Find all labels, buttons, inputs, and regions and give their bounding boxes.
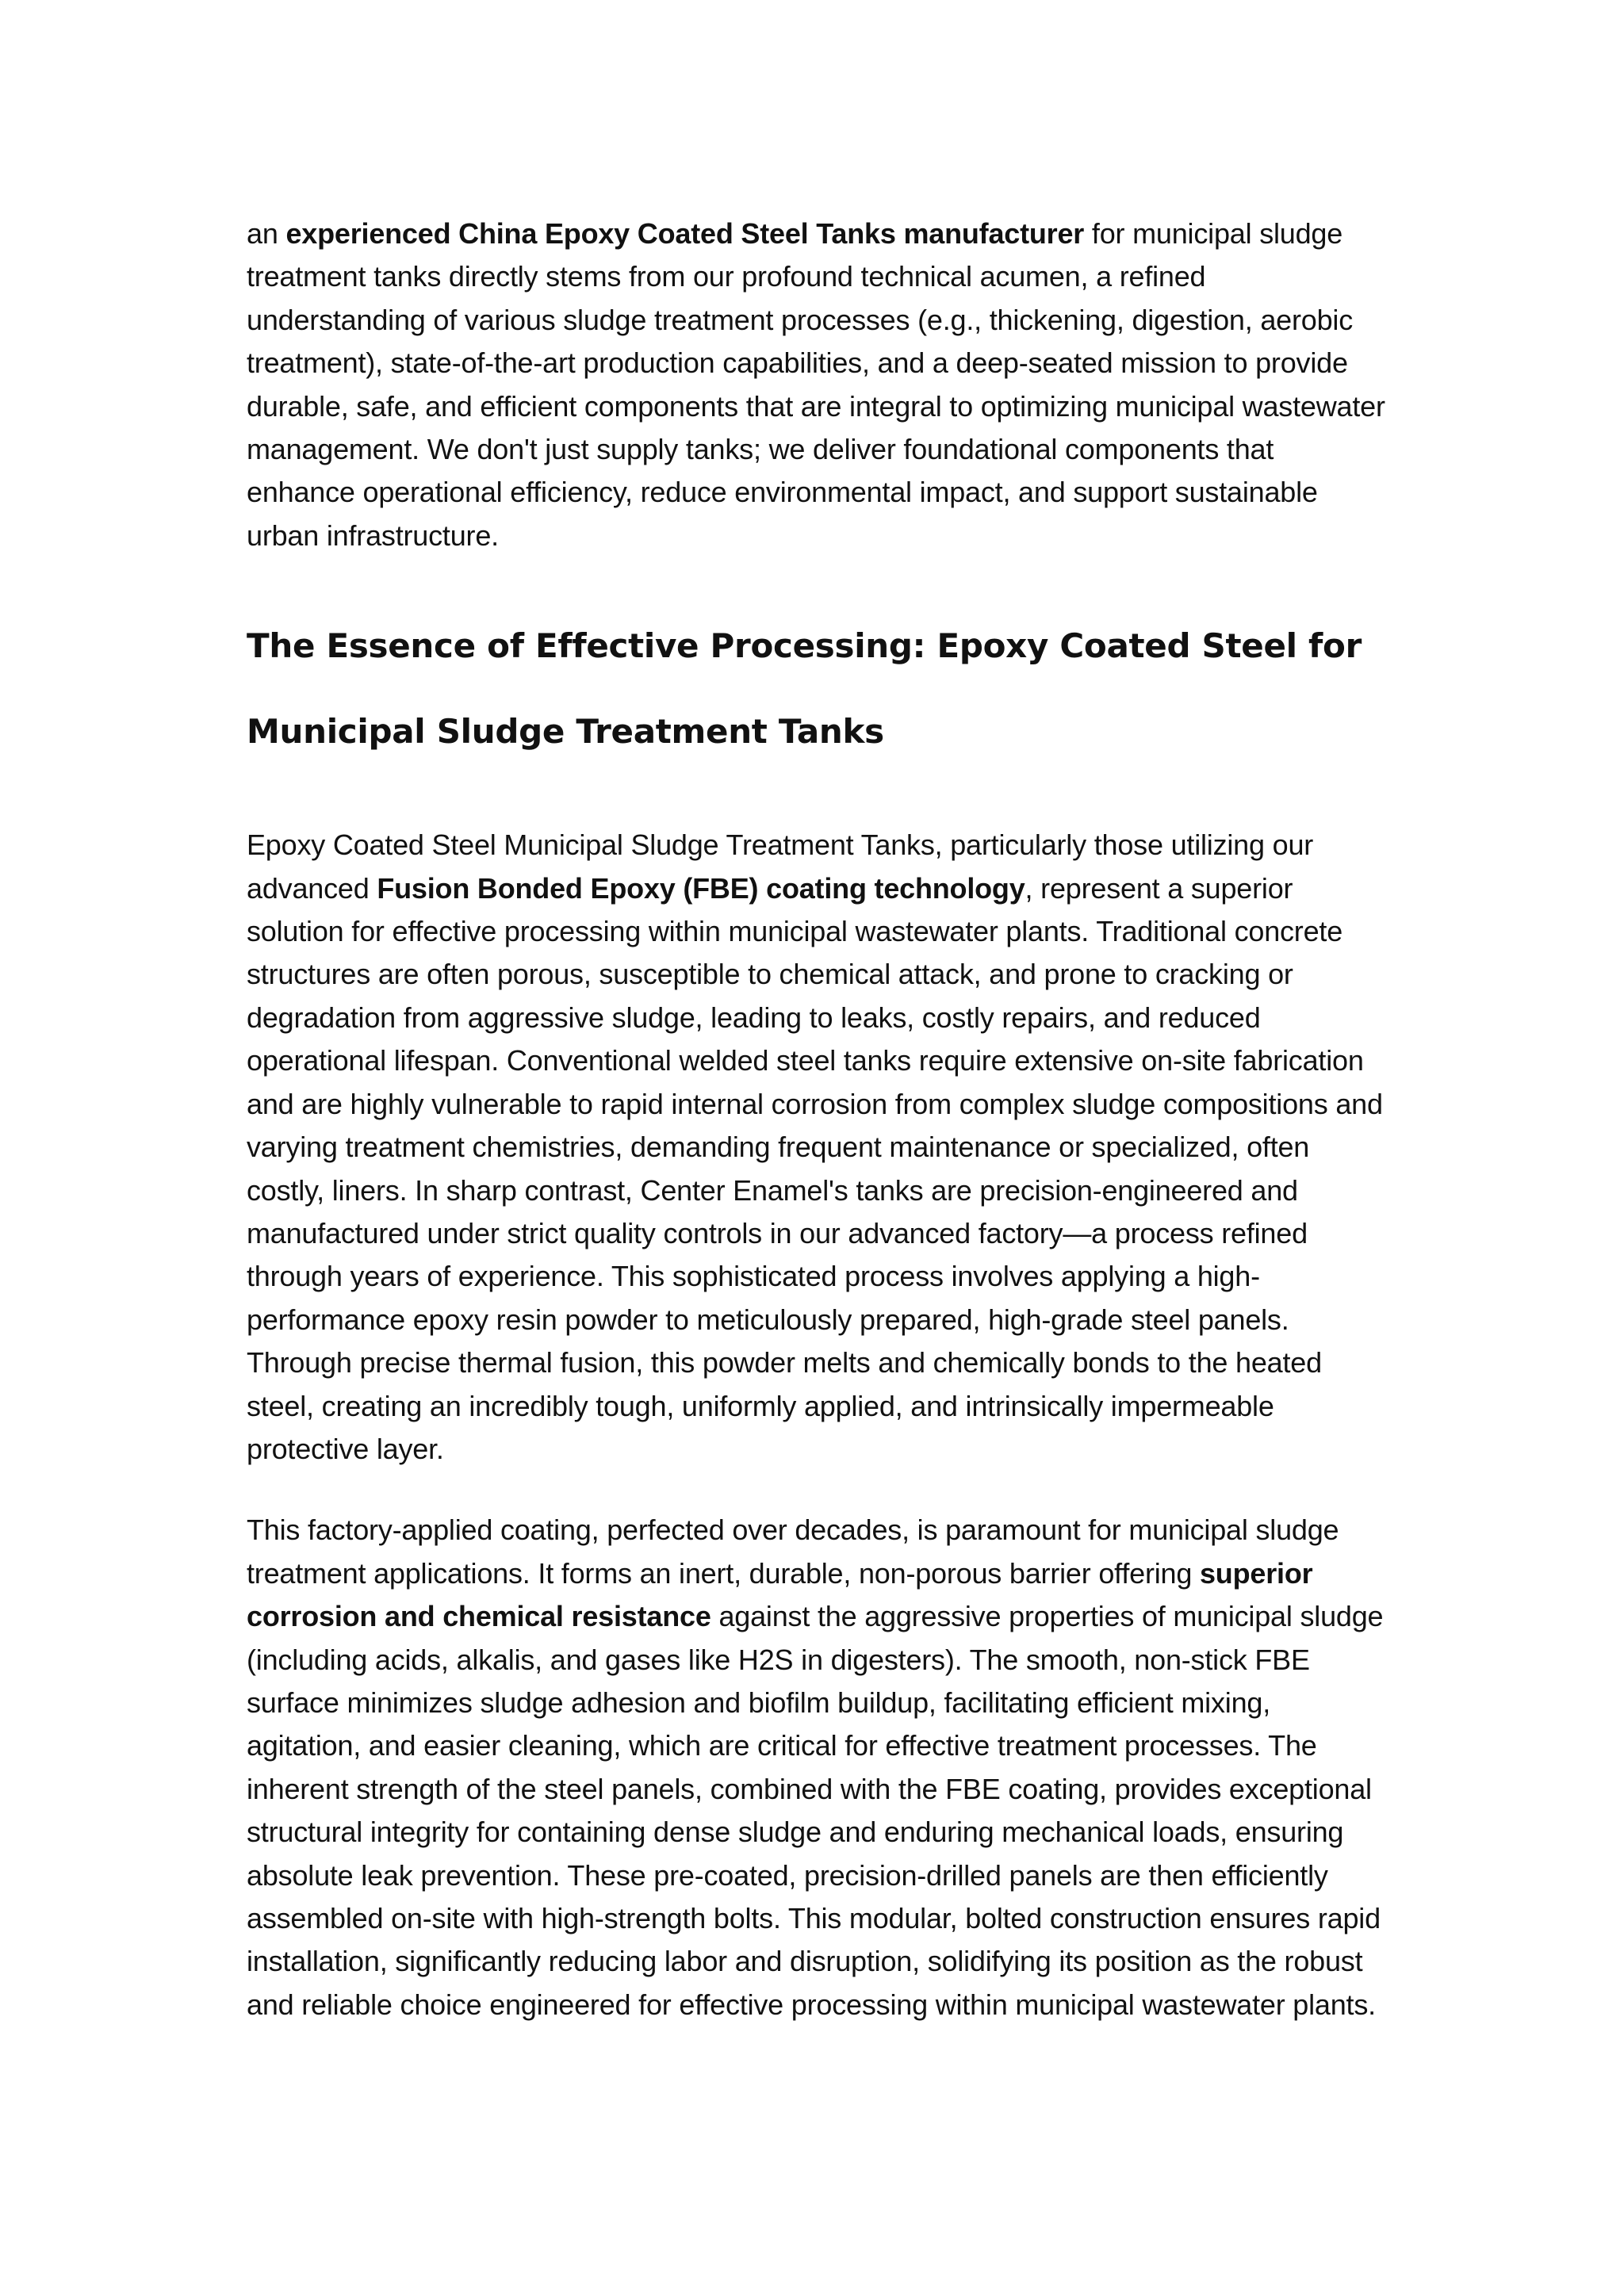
body-paragraph-coating-emphasis: superior corrosion and chemical resistance (247, 1556, 1313, 1633)
intro-paragraph-emphasis: experienced China Epoxy Coated Steel Tanks manufacturer (285, 217, 1085, 250)
body-paragraph-fbe-rest: , represent a superior solution for effective processing within municipal wastewater plants. Traditional concrete structures are often porous, susceptible to chemical attack, and prone to cracking or degradation from aggressive sludge, leading to leaks, costly repairs, and reduced operational lifespan. Conventional welded steel tanks require extensive on-site fabrication and are highly vulnerable to rapid internal corrosion from complex sludge compositions and varying treatment chemistries, demanding frequent maintenance or specialized, often costly, liners. In sharp contrast, Center Enamel's tanks are precision-engineered and manufactured under strict quality controls in our advanced factory—a process refined through years of experience. This sophisticated process involves applying a high-performance epoxy resin powder to meticulously prepared, high-grade steel panels. Through precise thermal fusion, this powder melts and chemically bonds to the heated steel, creating an incredibly tough, uniformly applied, and intrinsically impermeable protective layer. (247, 871, 1383, 1465)
document-page (247, 212, 1388, 2026)
body-paragraph-coating-rest: against the aggressive properties of municipal sludge (including acids, alkalis, and gases like H2S in digesters). The smooth, non-stick FBE surface minimizes sludge adhesion and biofilm buildup, facilitating efficient mixing, agitation, and easier cleaning, which are critical for effective treatment processes. The inherent strength of the steel panels, combined with the FBE coating, provides exceptional structural integrity for containing dense sludge and enduring mechanical loads, ensuring absolute leak prevention. These pre-coated, precision-drilled panels are then efficiently assembled on-site with high-strength bolts. This modular, bolted construction ensures rapid installation, significantly reducing labor and disruption, solidifying its position as the robust and reliable choice engineered for effective processing within municipal wastewater plants. (247, 1600, 1384, 2021)
body-paragraph-fbe (247, 824, 1388, 1471)
body-paragraph-fbe-lead: Epoxy Coated Steel Municipal Sludge Treatment Tanks, particularly those utilizing our advanced (247, 828, 1314, 905)
intro-paragraph (247, 212, 1388, 557)
body-paragraph-fbe-emphasis: Fusion Bonded Epoxy (FBE) coating technology (377, 871, 1025, 905)
intro-paragraph-rest: for municipal sludge treatment tanks directly stems from our profound technical acumen, a refined understanding of various sludge treatment processes (e.g., thickening, digestion, aerobic treatment), state-of-the-art production capabilities, and a deep-seated mission to provide durable, safe, and efficient components that are integral to optimizing municipal wastewater management. We don't just supply tanks; we deliver foundational components that enhance operational efficiency, reduce environmental impact, and support sustainable urban infrastructure. (247, 217, 1385, 552)
body-paragraph-coating-lead: This factory-applied coating, perfected over decades, is paramount for municipal sludge treatment applications. It forms an inert, durable, non-porous barrier offering (247, 1513, 1339, 1590)
intro-paragraph-lead: an (247, 217, 286, 250)
body-paragraph-coating (247, 1509, 1388, 2026)
section-heading: The Essence of Effective Processing: Epoxy Coated Steel for Municipal Sludge Treatment Tanks (247, 626, 1362, 752)
